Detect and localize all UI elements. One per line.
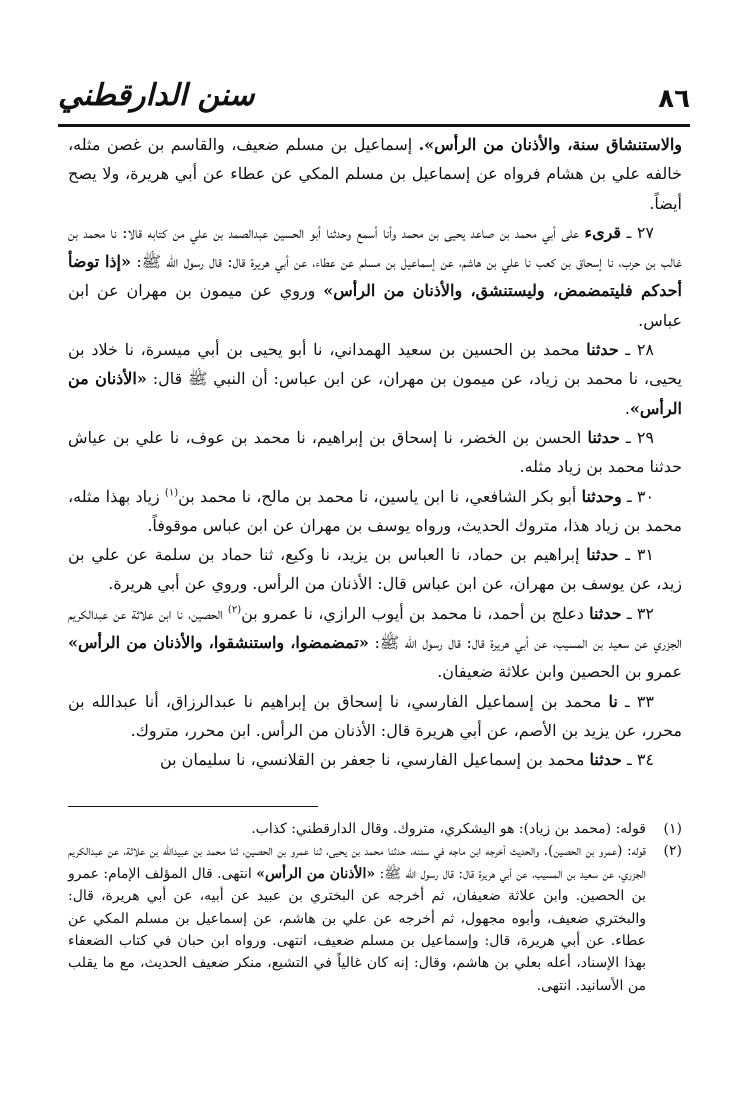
isnad-text: أبو بكر الشافعي، نا ابن ياسين، نا محمد بن مالح، نا محمد بن [178, 486, 582, 506]
isnad-text: دعلج بن أحمد، نا محمد بن أيوب الرازي، نا عمرو بن [241, 603, 590, 623]
hadith-32 [68, 599, 682, 687]
hadith-30 [68, 482, 682, 541]
footnote-text [68, 840, 646, 997]
isnad-text: زياد بهذا مثله، محمد بن زياد هذا، متروك الحديث، ورواه يوسف بن مهران عن ابن عباس موقوفاً. [68, 486, 682, 535]
hadith-number: ٢٧ ـ [621, 222, 655, 242]
hadith-text: «الأذنان من الرأس» [68, 369, 682, 418]
narration-word: وحدثنا [581, 486, 622, 506]
main-text [68, 130, 682, 775]
narration-word: قرىء [584, 222, 622, 242]
hadith-29 [68, 423, 682, 482]
narration-word: حدثنا [586, 545, 619, 565]
hadith-number: ٣٢ ـ [621, 603, 655, 623]
footnote-1 [68, 818, 682, 840]
book-title: سنن الدارقطني [58, 78, 255, 113]
hadith-text: والاستنشاق سنة، والأذنان من الرأس». [418, 135, 683, 154]
hadith-31 [68, 540, 682, 599]
hadith-text: «الأذنان من الرأس» [256, 865, 376, 882]
footnote-number: (١) [663, 821, 682, 837]
footnote-separator [68, 806, 318, 807]
isnad-text: الحصين، نا ابن علاثة عن عبدالكريم الجزري عن سعيد بن المسيب، عن أبي هريرة قال: قال رسول الله ﷺ: [68, 603, 683, 653]
header-rule [58, 124, 690, 127]
hadith-27 [68, 218, 682, 335]
isnad-text: إبراهيم بن حماد، نا العباس بن يزيد، نا وكيع، ثنا حماد بن سلمة عن علي بن زيد، عن يوسف بن مهران، عن ابن عباس قال: الأذنان من الرأس. وروي عن أبي هريرة. [68, 545, 682, 594]
hadith-number: ٣٤ ـ [621, 750, 654, 770]
hadith-34 [68, 745, 682, 774]
isnad-text: محمد بن إسماعيل الفارسي، نا جعفر بن القلانسي، نا سليمان بن [159, 750, 590, 770]
footnote-2 [68, 840, 682, 997]
isnad-text: محمد بن إسماعيل الفارسي، نا إسحاق بن إبراهيم نا عبدالرزاق، أنا عبدالله بن محرر، عن يزيد بن الأصم، عن أبي هريرة قال: الأذنان من الرأس. ابن محرر، متروك. [68, 691, 682, 740]
page-number: ٨٦ [658, 84, 690, 114]
narration-word: حدثنا [589, 750, 622, 770]
hadith-33 [68, 687, 682, 746]
narration-word: حدثنا [589, 603, 622, 623]
footnote-text-part: قوله: (عمرو بن الحصين). والحديث أخرجه ابن ماجه في سننه، حدثنا محمد بن يحيى، ثنا عمرو بن الحصين، ثنا محمد بن عبيدالله بن علاثة، عن عبدالكريم الجزري، عن سعيد بن المسيب، عن أبي هريرة قال: قال رسول الله ﷺ: [68, 843, 646, 882]
hadith-text: «إذا توضأ أحدكم فليتمضمض، وليستنشق، والأذنان من الرأس» [68, 252, 683, 301]
page-header [58, 78, 690, 124]
punctuation: . [624, 398, 630, 418]
commentary-text: إسماعيل بن مسلم ضعيف، والقاسم بن غصن مثله، خالفه علي بن هشام فرواه عن إسماعيل بن مسلم المكي عن عطاء عن أبي هريرة، ولا يصح أيضاً. [68, 135, 682, 213]
commentary-text: عمرو بن الحصين وابن علاثة ضعيفان. [437, 662, 682, 682]
footnote-text: قوله: (محمد بن زياد): هو اليشكري، متروك. وقال الدارقطني: كذاب. [251, 821, 646, 837]
isnad-text: الحسن بن الخضر، نا إسحاق بن إبراهيم، نا محمد بن عوف، نا علي بن عياش حدثنا محمد بن زياد مثله. [68, 427, 682, 477]
narration-word: حدثنا [587, 427, 620, 447]
hadith-number: ٢٨ ـ [618, 340, 655, 360]
footnote-ref-1[interactable]: (١) [164, 487, 179, 499]
hadith-number: ٢٩ ـ [619, 427, 655, 447]
footnote-number: (٢) [663, 843, 682, 860]
footnote-ref-2[interactable]: (٢) [227, 604, 242, 616]
hadith-number: ٣١ ـ [618, 545, 654, 565]
paragraph-intro [68, 130, 682, 218]
isnad-text: على أبي محمد بن صاعد يحيى بن محمد وأنا أسمع وحدثنا أبو الحسين عبدالصمد بن علي من كتابه قالا: نا محمد بن غالب بن حرب، نا إسحاق بن كعب نا علي بن هاشم، عن إسماعيل بن مسلم عن عطاء، عن أبي هريرة قال: قال رسول الله ﷺ: [68, 222, 682, 272]
hadith-text: «تمضمضوا، واستنشقوا، والأذنان من الرأس» [68, 633, 369, 653]
commentary-text: وروي عن ميمون بن مهران عن ابن عباس. [68, 281, 682, 330]
narration-word: نا [608, 691, 618, 711]
hadith-number: ٣٠ ـ [621, 486, 655, 506]
hadith-28 [68, 335, 682, 423]
isnad-text: محمد بن الحسين بن سعيد الهمداني، نا أبو يحيى بن أبي ميسرة، نا خلاد بن يحيى، نا محمد بن زياد، عن ميمون بن مهران، عن ابن عباس: أن النبي ﷺ قال: [68, 340, 683, 389]
footnotes [68, 818, 682, 997]
hadith-number: ٣٣ ـ [617, 691, 655, 711]
footnote-text-part: انتهى. قال المؤلف الإمام: عمرو بن الحصين. وابن علاثة ضعيفان، ثم أخرجه عن البختري بن عبيد عن أبيه، عن أبي هريرة، قال: والبختري ضعيف، وأبوه مجهول، ثم أخرجه عن علي بن هاشم، عن إسماعيل بن مسلم المكي عن عطاء. عن أبي هريرة، قال: وإسماعيل بن مسلم ضعيف، انتهى. ورواه ابن حبان في كتاب الضعفاء بهذا الإسناد، أعله بعلي بن هاشم، وقال: إنه كان غالياً في التشيع، منكر ضعيف الحديث، مع ما يقلب من الأسانيد. انتهى. [68, 865, 646, 994]
narration-word: حدثنا [586, 340, 619, 360]
